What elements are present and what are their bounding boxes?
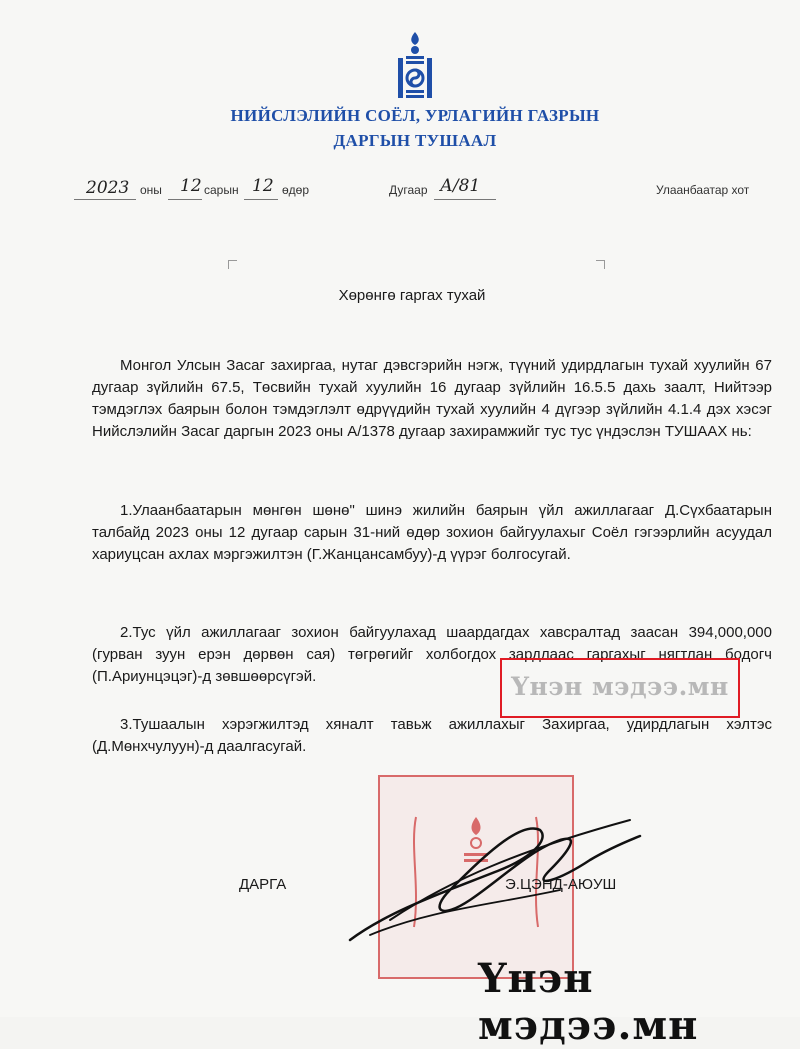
order-item-2-text: 2.Тус үйл ажиллагааг зохион байгуулахад шаардагдах хавсралтад заасан 394,000,000 (гурван зуун ерэн дөрвөн сая) төгрөгийг холбогдох зардлаас гаргахыг нягтлан бодогч (П.Ариунцэцэг)-д зөвшөөрсүгэй. xyxy=(92,624,772,685)
handwritten-year: 2023 xyxy=(86,178,130,198)
signatory-name: Э.ЦЭНД-АЮУШ xyxy=(505,876,617,893)
order-item-3-text: 3.Тушаалын хэрэгжилтэд хяналт тавьж ажиллахыг Захиргаа, удирдлагын хэлтэс (Д.Мөнхчулуун)-д даалгасугай. xyxy=(92,716,772,755)
subject-corner-right xyxy=(596,260,605,269)
month-suffix: сарын xyxy=(204,183,239,197)
number-underline xyxy=(434,199,496,200)
number-label: Дугаар xyxy=(389,183,428,197)
document-type: ДАРГЫН ТУШААЛ xyxy=(333,131,497,150)
bottom-watermark: Үнэн мэдээ.мн xyxy=(478,955,699,1049)
year-underline xyxy=(74,199,136,200)
order-item-3 xyxy=(92,714,772,758)
city-label: Улаанбаатар хот xyxy=(656,183,750,197)
year-suffix: оны xyxy=(140,183,162,197)
organization-name: НИЙСЛЭЛИЙН СОЁЛ, УРЛАГИЙН ГАЗРЫН xyxy=(230,106,600,125)
day-suffix: өдөр xyxy=(282,183,310,197)
subject-corner-left xyxy=(228,260,237,269)
day-underline xyxy=(244,199,278,200)
document-subject: Хөрөнгө гаргах тухай xyxy=(338,287,486,304)
preamble-text: Монгол Улсын Засаг захиргаа, нутаг дэвсгэрийн нэгж, түүний удирдлагын тухай хуулийн 67 дугаар зүйлийн 67.5, Төсвийн тухай хуулийн 16 дугаар зүйлийн 16.5.5 дахь заалт, Нийтээр тэмдэглэх баярын болон тэмдэглэлт өдрүүдийн тухай хуулийн 4 дүгээр зүйлийн 4.1.4 дэх хэсэг Нийслэлийн Засаг даргын 2023 оны А/1378 дугаар захирамжийг тус тус үндэслэн ТУШААХ нь: xyxy=(92,357,772,440)
handwritten-order-number: А/81 xyxy=(440,176,481,196)
soyombo-emblem-icon xyxy=(392,30,438,102)
preamble-paragraph xyxy=(92,355,772,443)
order-item-1 xyxy=(92,500,772,566)
month-underline xyxy=(168,199,202,200)
watermark-overlay: Үнэн мэдээ.мн xyxy=(511,672,729,701)
order-item-1-text: 1.Улаанбаатарын мөнгөн шөнө" шинэ жилийн баярын үйл ажиллагааг Д.Сүхбаатарын талбайд 2023 оны 12 дугаар сарын 31-ний өдөр зохион байгуулахыг Соёл гэгээрлийн асуудал хариуцсан ахлах мэргэжилтэн (Г.Жанцансамбуу)-д үүрэг болгосугай. xyxy=(92,502,772,563)
handwritten-day: 12 xyxy=(252,176,274,196)
signatory-title: ДАРГА xyxy=(239,876,287,893)
handwritten-month: 12 xyxy=(180,176,202,196)
handwritten-signature xyxy=(330,790,650,960)
